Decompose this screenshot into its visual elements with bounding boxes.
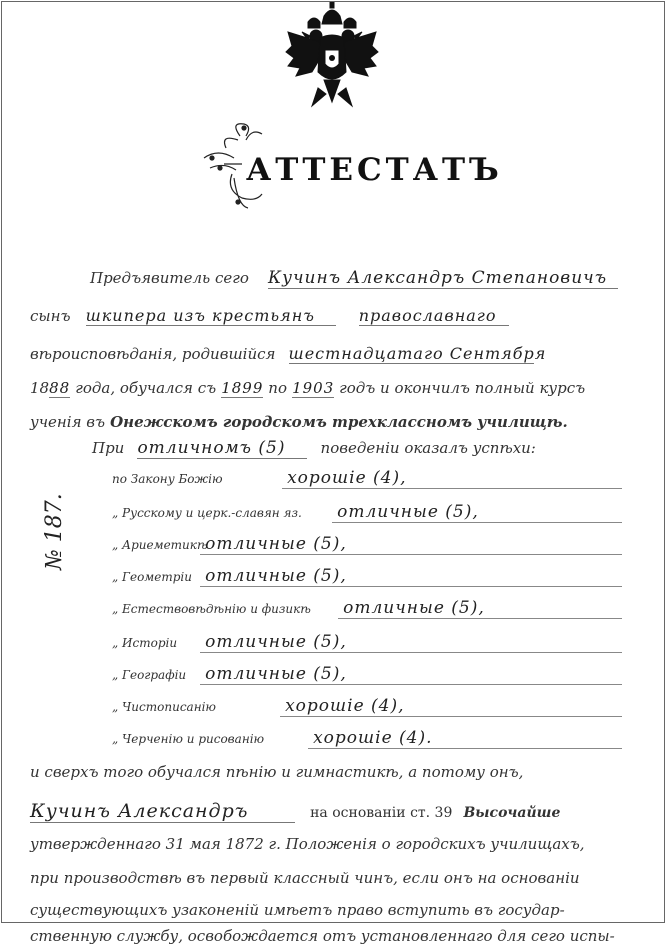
closing-line-1 (30, 762, 640, 784)
intro-label-completed: годъ и окончилъ полный курсъ (339, 379, 586, 397)
closing-line-5 (30, 900, 640, 922)
school-name: Онежскомъ городскомъ трехклассномъ училищѣ. (110, 413, 568, 431)
grade-line (200, 586, 622, 587)
subject-grade: хорошіе (4). (313, 728, 433, 748)
grade-line (332, 522, 622, 523)
subject-name: по Закону Божію (112, 472, 223, 486)
closing-text: утвержденнаго 31 мая 1872 г. Положенія о городскихъ училищахъ, (30, 835, 585, 853)
grade-line (200, 554, 622, 555)
closing-line-2 (30, 800, 640, 822)
father-origin: шкипера изъ крестьянъ (86, 306, 336, 326)
intro-line-3 (30, 344, 630, 366)
subject-name: „ Геометріи (112, 570, 192, 584)
closing-text-bold: Высочайше (463, 805, 561, 821)
closing-text: и сверхъ того обучался пѣнію и гимнастикѣ, а потому онъ, (30, 763, 524, 781)
closing-text: на основаніи ст. 39 (310, 805, 453, 821)
subject-row (112, 502, 622, 524)
subject-grade: отличные (5), (205, 534, 347, 554)
subject-name: „ Черченію и рисованію (112, 732, 265, 746)
subject-grade: отличные (5), (337, 502, 479, 522)
subject-name: „ Ариеметикѣ (112, 538, 208, 552)
grade-line (338, 618, 622, 619)
birth-year-field: 88 (49, 379, 71, 397)
intro-label-study-at: ученія въ (30, 413, 106, 431)
subject-row (112, 566, 622, 588)
subject-grade: отличные (5), (205, 632, 347, 652)
subject-name: „ Исторіи (112, 636, 178, 650)
closing-line-6 (30, 926, 640, 948)
subject-row (112, 632, 622, 654)
subject-name: „ Естествовѣдѣнію и физикѣ (112, 602, 311, 616)
subject-row (112, 598, 622, 620)
document-title: АТТЕСТАТЪ (246, 152, 503, 188)
closing-line-3 (30, 834, 640, 856)
birth-date-field: шестнадцатаго Сентября (288, 344, 547, 363)
conduct-grade: отличномъ (5) (137, 438, 307, 459)
subject-grade: отличные (5), (343, 598, 485, 618)
intro-line-1 (90, 268, 620, 290)
conduct-line (92, 438, 632, 460)
intro-line-5 (30, 412, 630, 434)
grade-line (280, 716, 622, 717)
grade-line (200, 652, 622, 653)
subject-row (112, 696, 622, 718)
double-headed-eagle-emblem (282, 2, 382, 114)
subject-name: „ Русскому и церк.-славян яз. (112, 506, 302, 520)
subject-name: „ Чистописанію (112, 700, 216, 714)
subject-row (112, 534, 622, 556)
end-year-field: 1903 (292, 379, 335, 397)
intro-label-studied-from: года, обучался съ (75, 379, 217, 397)
intro-label-son: сынъ (30, 307, 71, 325)
subject-grade: хорошіе (4), (285, 696, 405, 716)
intro-label-faith-born: вѣроисповѣданія, родившійся (30, 345, 276, 363)
intro-line-2 (30, 306, 630, 328)
student-short-name: Кучинъ Александръ (30, 800, 295, 823)
religion-field: православнаго (359, 306, 509, 326)
intro-line-4 (30, 378, 640, 400)
intro-label-to: по (268, 379, 287, 397)
subject-name: „ Географіи (112, 668, 187, 682)
subject-row (112, 728, 622, 750)
year-prefix: 18 (30, 379, 50, 397)
closing-text: при производствѣ въ первый классный чинъ, если онъ на основаніи (30, 869, 580, 887)
closing-text: ственную службу, освобождается отъ установленнаго для сего испы- (30, 927, 615, 945)
subject-grade: отличные (5), (205, 566, 347, 586)
student-full-name: Кучинъ Александръ Степановичъ (268, 268, 618, 289)
subject-grade: отличные (5), (205, 664, 347, 684)
grade-line (308, 748, 622, 749)
closing-line-4 (30, 868, 640, 890)
subject-row (112, 468, 622, 490)
subject-grade: хорошіе (4), (287, 468, 407, 488)
grade-line (200, 684, 622, 685)
conduct-label-at: При (92, 439, 125, 457)
start-year-field: 1899 (221, 379, 264, 397)
grade-line (282, 488, 622, 489)
subject-row (112, 664, 622, 686)
intro-label-bearer: Предъявитель сего (90, 269, 249, 287)
registration-number: № 187. (42, 493, 67, 570)
closing-text: существующихъ узаконеній имѣетъ право вступить въ государ- (30, 901, 565, 919)
conduct-label-behavior: поведеніи оказалъ успѣхи: (320, 439, 536, 457)
